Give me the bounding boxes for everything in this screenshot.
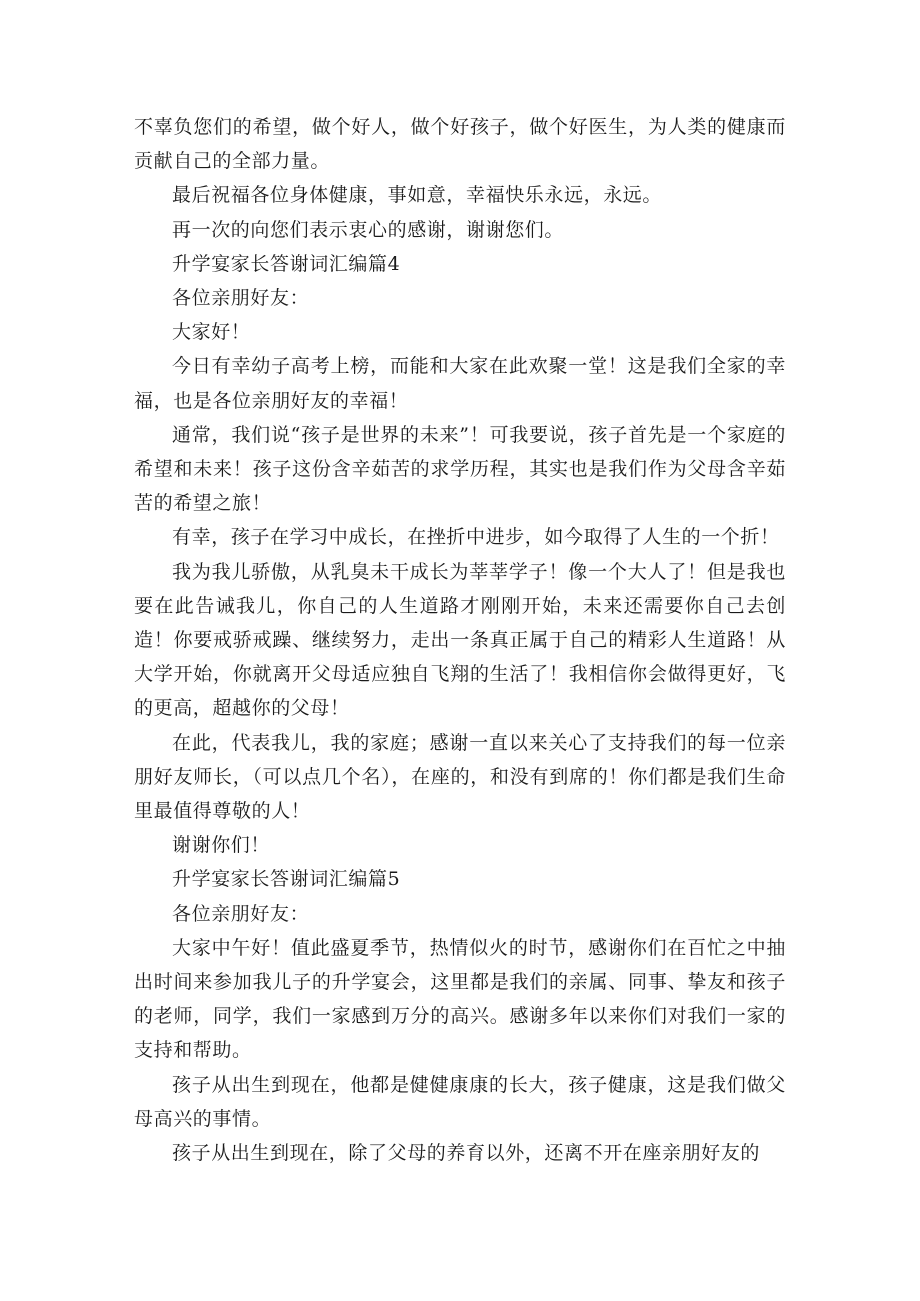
paragraph-9: 有幸，孩子在学习中成长，在挫折中进步，如今取得了人生的一个折！ (172, 526, 780, 549)
paragraph-11: 在此，代表我儿，我的家庭；感谢一直以来关心了支持我们的每一位亲朋好友师长，（可以点几个名），在座的，和没有到席的！你们都是我们生命里最值得尊敬的人！ (134, 731, 786, 823)
paragraph-7: 今日有幸幼子高考上榜，而能和大家在此欢聚一堂！这是我们全家的幸福，也是各位亲朋好友的幸福！ (134, 355, 786, 412)
document-body (134, 110, 786, 1170)
salutation-5: 各位亲朋好友： (172, 902, 310, 925)
salutation-4: 各位亲朋好友： (172, 287, 310, 310)
paragraph-2: 最后祝福各位身体健康，事如意，幸福快乐永远，永远。 (172, 184, 663, 207)
section-heading-4: 升学宴家长答谢词汇编篇4 (172, 252, 401, 275)
paragraph-17: 孩子从出生到现在，除了父母的养育以外，还离不开在座亲朋好友的 (172, 1142, 761, 1165)
paragraph-1: 不辜负您们的希望，做个好人，做个好孩子，做个好医生，为人类的健康而贡献自己的全部力量。 (134, 116, 786, 173)
greeting-4: 大家好！ (172, 321, 251, 344)
paragraph-3: 再一次的向您们表示衷心的感谢，谢谢您们。 (172, 218, 565, 241)
closing-thanks-4: 谢谢你们！ (172, 834, 271, 857)
section-heading-5: 升学宴家长答谢词汇编篇5 (172, 868, 401, 891)
paragraph-10: 我为我儿骄傲，从乳臭未干成长为莘莘学子！像一个大人了！但是我也要在此告诫我儿，你自己的人生道路才刚刚开始，未来还需要你自己去创造！你要戒骄戒躁、继续努力，走出一条真正属于自己的精彩人生道路！从大学开始，你就离开父母适应独自飞翔的生活了！我相信你会做得更好，飞的更高，超越你的父母！ (134, 560, 786, 720)
paragraph-15: 大家中午好！值此盛夏季节，热情似火的时节，感谢你们在百忙之中抽出时间来参加我儿子的升学宴会，这里都是我们的亲属、同事、挚友和孩子的老师，同学，我们一家感到万分的高兴。感谢多年以来你们对我们一家的支持和帮助。 (134, 936, 786, 1062)
paragraph-8: 通常，我们说“孩子是世界的未来”！可我要说，孩子首先是一个家庭的希望和未来！孩子这份含辛茹苦的求学历程，其实也是我们作为父母含辛茹苦的希望之旅！ (134, 423, 786, 515)
paragraph-16: 孩子从出生到现在，他都是健健康康的长大，孩子健康，这是我们做父母高兴的事情。 (134, 1073, 786, 1130)
